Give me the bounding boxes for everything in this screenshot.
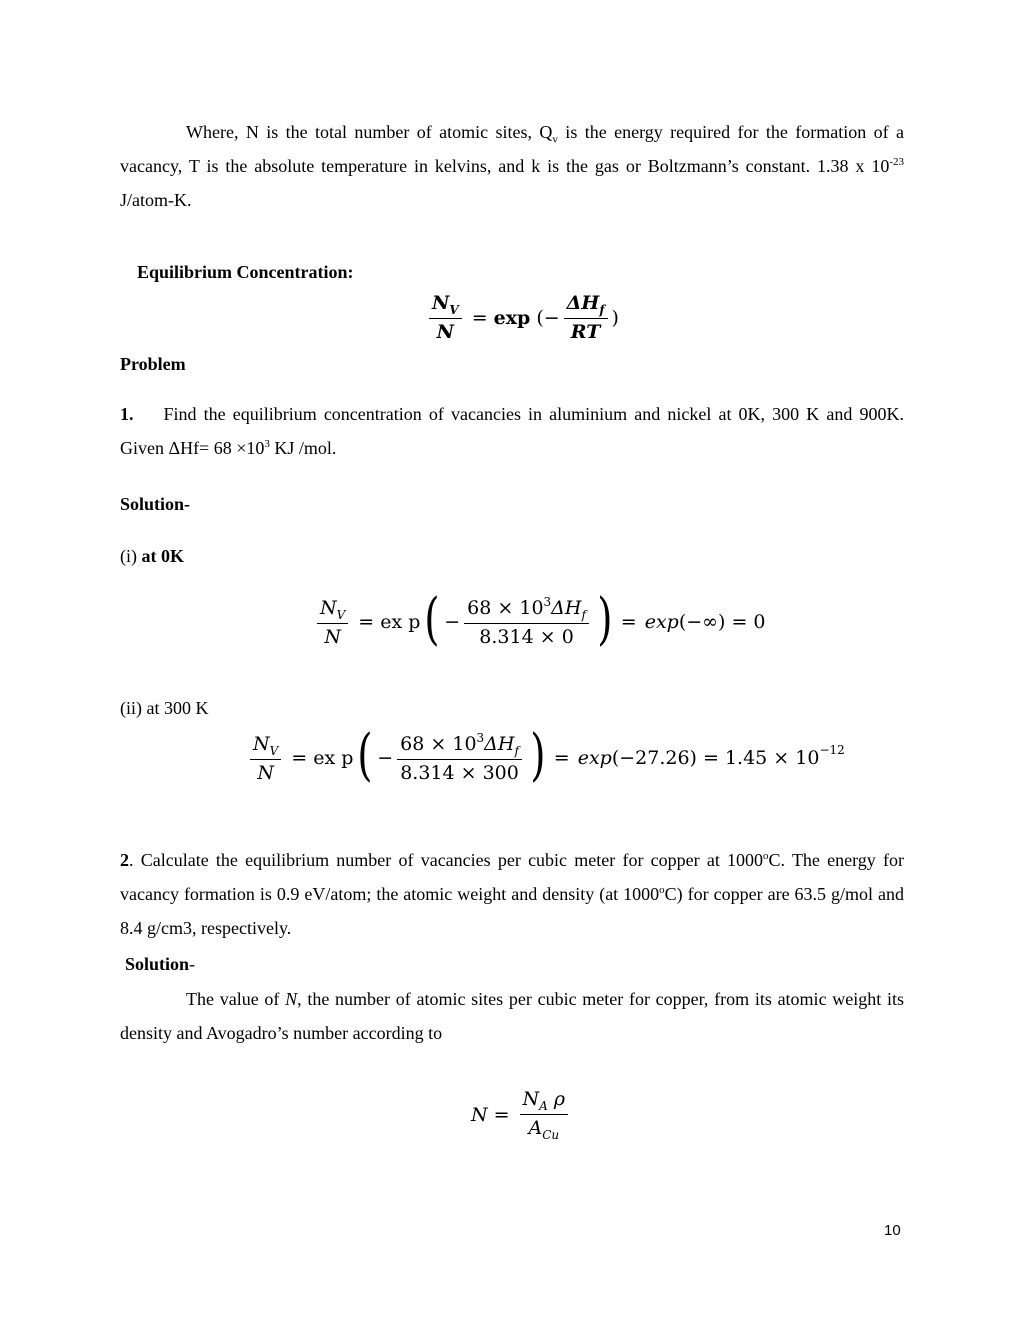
eq1-rhs-rest: (−∞) = 0	[678, 611, 766, 633]
eq-rhs-sub: f	[599, 303, 605, 317]
problem-2-degree-1: o	[763, 850, 769, 862]
problem-2-text-a: . Calculate the equilibrium number of vacancies per cubic meter for copper at 1000	[129, 850, 764, 870]
eq2-den: 8.314 × 300	[400, 761, 519, 784]
eq2-num-c: ΔH	[484, 732, 515, 755]
eq2-num-a: 68	[400, 732, 431, 755]
eq-lhs-num: N	[432, 292, 450, 314]
solution-2-n: N	[285, 989, 298, 1009]
case-1-bold: at 0K	[141, 546, 184, 566]
eq1-inner-fraction	[464, 594, 589, 648]
eq1-lhs-sub: V	[336, 607, 346, 622]
problem-2-number: 2	[120, 850, 129, 870]
eq-close: )	[611, 306, 619, 329]
solution-2-label: Solution	[125, 954, 190, 974]
eq2-right-paren: )	[530, 723, 546, 788]
eq3-den: A	[528, 1117, 543, 1139]
solution-2-text-b: , the number of atomic sites per cubic meter for copper, from its atomic weight its density and Avogadro’s number according to	[120, 989, 904, 1043]
eq-rhs-num: ΔH	[566, 292, 600, 314]
eq1-num-c: ΔH	[551, 596, 582, 619]
equation-n-sites	[471, 1088, 572, 1141]
eq1-num-b: × 10	[497, 596, 544, 619]
eq1-num-sub: f	[581, 607, 586, 622]
eq2-inner-fraction	[397, 730, 522, 784]
intro-q-subscript: v	[552, 133, 558, 146]
eq2-minus: −	[377, 747, 394, 769]
eq1-lhs-num: N	[320, 596, 337, 619]
equilibrium-equation	[425, 292, 619, 343]
eq2-eq: =	[291, 747, 308, 769]
eq2-rhs-eq: =	[553, 747, 570, 769]
intro-text-a: Where, N is the total number of atomic sites, Q	[186, 122, 553, 142]
eq1-minus: −	[444, 611, 461, 633]
problem-1-text	[120, 397, 904, 465]
eq1-rhs-exp: exp	[644, 611, 679, 633]
solution-1-heading: Solution-	[120, 494, 191, 514]
intro-text-c: J/atom-K.	[120, 190, 192, 210]
solution-2-heading	[125, 952, 909, 976]
eq-func: exp	[493, 306, 531, 329]
eq3-num-rho: ρ	[547, 1088, 566, 1110]
eq1-right-paren: )	[597, 587, 613, 652]
equilibrium-heading: Equilibrium Concentration:	[137, 262, 354, 282]
solution-2-paragraph	[120, 982, 904, 1050]
problem-2-text-c: C) for copper are 63.5 g/mol and 8.4 g/cm3, respectively.	[120, 884, 904, 938]
problem-2-degree-2: o	[659, 884, 665, 896]
problem-1-text-b: KJ /mol.	[269, 438, 337, 458]
equation-300k	[246, 723, 845, 788]
problem-2-text-b: C. The energy for vacancy formation is 0.9 eV/atom; the atomic weight and density (at 1000	[120, 850, 904, 904]
intro-paragraph	[120, 115, 904, 217]
eq2-rhs-exp: exp	[577, 747, 612, 769]
eq1-lhs-fraction	[317, 597, 348, 648]
eq1-rhs-eq: =	[620, 611, 637, 633]
eq2-lhs-fraction	[250, 733, 281, 784]
eq-rhs-fraction	[564, 292, 608, 343]
solution-2-dash: -	[189, 954, 196, 974]
eq2-lhs-sub: V	[269, 743, 279, 758]
eq3-den-sub: Cu	[542, 1128, 560, 1142]
intro-exponent: -23	[889, 156, 904, 168]
eq3-num-sub: A	[539, 1099, 548, 1113]
eq3-num: N	[522, 1088, 540, 1110]
eq-lhs-fraction	[429, 292, 462, 343]
eq1-num-a: 68	[467, 596, 498, 619]
problem-2-text	[120, 843, 904, 945]
solution-2-text-a: The value of	[186, 989, 286, 1009]
eq-lhs-sub: V	[449, 303, 459, 317]
problem-1-exponent: 3	[264, 438, 270, 450]
eq1-den: 8.314 × 0	[479, 625, 574, 648]
eq-rhs-den: RT	[570, 321, 601, 343]
eq1-lhs-den: N	[324, 625, 341, 648]
eq3-lhs: N	[471, 1103, 488, 1126]
problem-heading: Problem	[120, 354, 186, 374]
eq2-num-sub: f	[514, 743, 519, 758]
page-number: 10	[884, 1222, 901, 1239]
eq-sign: =	[471, 306, 488, 329]
eq2-func: ex p	[313, 747, 354, 769]
problem-1-number: 1.	[120, 404, 134, 424]
eq2-rhs-rest: (−27.26) = 1.45 × 10	[611, 747, 820, 769]
eq-open: (−	[536, 306, 560, 329]
eq2-num-exp: 3	[476, 730, 485, 745]
eq2-lhs-den: N	[257, 761, 274, 784]
case-1-label	[120, 544, 904, 568]
case-1-prefix: (i)	[120, 546, 142, 566]
eq-lhs-den: N	[436, 321, 455, 343]
eq1-func: ex p	[380, 611, 421, 633]
intro-text-b: is the energy required for the formation of a vacancy, T is the absolute temperature in kelvins, and k is the gas or Boltzmann’s constant. 1.38 x 10	[120, 122, 904, 176]
eq1-num-exp: 3	[543, 594, 552, 609]
eq2-lhs-num: N	[253, 732, 270, 755]
eq2-rhs-pow: −12	[819, 743, 845, 757]
equation-0k	[313, 587, 766, 652]
eq1-left-paren: (	[424, 587, 440, 652]
case-2-label: (ii) at 300 K	[120, 698, 209, 718]
eq3-fraction	[520, 1088, 569, 1141]
eq1-eq: =	[358, 611, 375, 633]
problem-1-text-a: Find the equilibrium concentration of vacancies in aluminium and nickel at 0K, 300 K and 900K. Given ΔHf= 68 ×10	[120, 404, 904, 458]
eq2-num-b: × 10	[430, 732, 477, 755]
eq3-eq: =	[493, 1103, 510, 1126]
eq2-left-paren: (	[357, 723, 373, 788]
